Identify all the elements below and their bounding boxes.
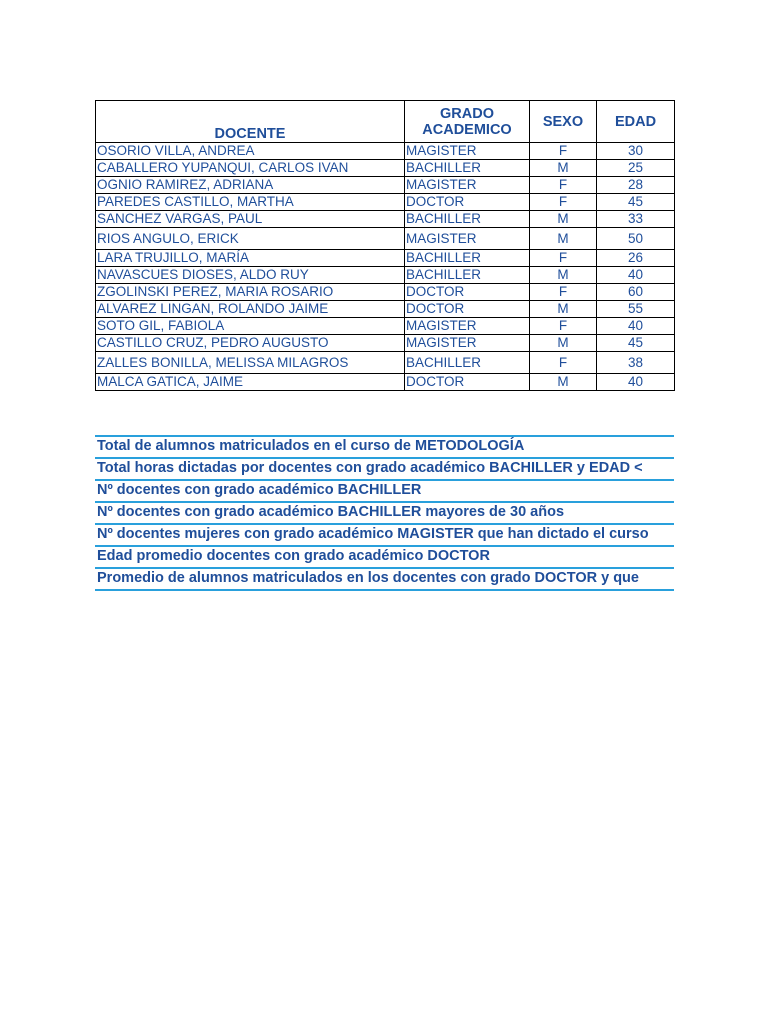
cell-sexo: F — [530, 250, 597, 267]
table-row — [96, 143, 675, 160]
question-item: Total de alumnos matriculados en el curso de METODOLOGÍA — [95, 435, 674, 457]
table-row — [96, 250, 675, 267]
cell-sexo: M — [530, 211, 597, 228]
cell-sexo: F — [530, 143, 597, 160]
cell-docente: LARA TRUJILLO, MARÍA — [96, 250, 405, 267]
table-row — [96, 177, 675, 194]
cell-grado: DOCTOR — [405, 284, 530, 301]
header-sexo: SEXO — [530, 101, 597, 143]
table-row — [96, 301, 675, 318]
header-edad: EDAD — [597, 101, 675, 143]
table-row — [96, 352, 675, 374]
header-row — [96, 101, 675, 143]
cell-grado: MAGISTER — [405, 228, 530, 250]
question-item: Nº docentes con grado académico BACHILLER — [95, 479, 674, 501]
table-row — [96, 211, 675, 228]
cell-edad: 45 — [597, 194, 675, 211]
cell-sexo: M — [530, 160, 597, 177]
header-grado-line2: ACADEMICO — [422, 121, 512, 138]
cell-docente: CASTILLO CRUZ, PEDRO AUGUSTO — [96, 335, 405, 352]
cell-sexo: F — [530, 284, 597, 301]
cell-docente: MALCA GATICA, JAIME — [96, 374, 405, 391]
table-row — [96, 284, 675, 301]
cell-edad: 26 — [597, 250, 675, 267]
cell-sexo: M — [530, 267, 597, 284]
cell-edad: 28 — [597, 177, 675, 194]
cell-grado: DOCTOR — [405, 194, 530, 211]
questions-list — [95, 435, 674, 591]
cell-edad: 40 — [597, 318, 675, 335]
header-grado-academico — [405, 101, 530, 143]
table-row — [96, 374, 675, 391]
table-row — [96, 267, 675, 284]
cell-docente: ZALLES BONILLA, MELISSA MILAGROS — [96, 352, 405, 374]
cell-edad: 40 — [597, 267, 675, 284]
cell-sexo: F — [530, 194, 597, 211]
cell-sexo: F — [530, 318, 597, 335]
cell-grado: BACHILLER — [405, 160, 530, 177]
question-item: Nº docentes mujeres con grado académico MAGISTER que han dictado el curso — [95, 523, 674, 545]
cell-docente: OGNIO RAMIREZ, ADRIANA — [96, 177, 405, 194]
cell-sexo: M — [530, 335, 597, 352]
cell-docente: RIOS ANGULO, ERICK — [96, 228, 405, 250]
question-item: Total horas dictadas por docentes con grado académico BACHILLER y EDAD < — [95, 457, 674, 479]
cell-edad: 25 — [597, 160, 675, 177]
cell-edad: 60 — [597, 284, 675, 301]
cell-edad: 45 — [597, 335, 675, 352]
cell-docente: ZGOLINSKI PEREZ, MARIA ROSARIO — [96, 284, 405, 301]
cell-sexo: F — [530, 177, 597, 194]
table-row — [96, 228, 675, 250]
cell-edad: 50 — [597, 228, 675, 250]
table-row — [96, 194, 675, 211]
cell-edad: 40 — [597, 374, 675, 391]
cell-docente: PAREDES CASTILLO, MARTHA — [96, 194, 405, 211]
header-grado-line1: GRADO — [440, 105, 494, 122]
cell-grado: MAGISTER — [405, 177, 530, 194]
cell-edad: 33 — [597, 211, 675, 228]
table-row — [96, 335, 675, 352]
cell-grado: BACHILLER — [405, 352, 530, 374]
cell-docente: ALVAREZ LINGAN, ROLANDO JAIME — [96, 301, 405, 318]
cell-grado: DOCTOR — [405, 374, 530, 391]
header-docente: DOCENTE — [96, 101, 405, 143]
docentes-sheet — [95, 100, 675, 391]
cell-edad: 38 — [597, 352, 675, 374]
cell-docente: NAVASCUES DIOSES, ALDO RUY — [96, 267, 405, 284]
cell-grado: BACHILLER — [405, 211, 530, 228]
cell-sexo: F — [530, 352, 597, 374]
cell-docente: OSORIO VILLA, ANDREA — [96, 143, 405, 160]
cell-grado: BACHILLER — [405, 267, 530, 284]
cell-edad: 55 — [597, 301, 675, 318]
question-item: Promedio de alumnos matriculados en los docentes con grado DOCTOR y que — [95, 567, 674, 591]
cell-docente: SOTO GIL, FABIOLA — [96, 318, 405, 335]
docentes-table — [95, 100, 675, 391]
cell-grado: DOCTOR — [405, 301, 530, 318]
cell-sexo: M — [530, 374, 597, 391]
cell-grado: MAGISTER — [405, 335, 530, 352]
cell-docente: CABALLERO YUPANQUI, CARLOS IVAN — [96, 160, 405, 177]
cell-sexo: M — [530, 301, 597, 318]
question-item: Nº docentes con grado académico BACHILLER mayores de 30 años — [95, 501, 674, 523]
cell-grado: MAGISTER — [405, 143, 530, 160]
cell-grado: MAGISTER — [405, 318, 530, 335]
cell-edad: 30 — [597, 143, 675, 160]
question-item: Edad promedio docentes con grado académico DOCTOR — [95, 545, 674, 567]
cell-sexo: M — [530, 228, 597, 250]
cell-docente: SANCHEZ VARGAS, PAUL — [96, 211, 405, 228]
cell-grado: BACHILLER — [405, 250, 530, 267]
table-row — [96, 160, 675, 177]
table-row — [96, 318, 675, 335]
